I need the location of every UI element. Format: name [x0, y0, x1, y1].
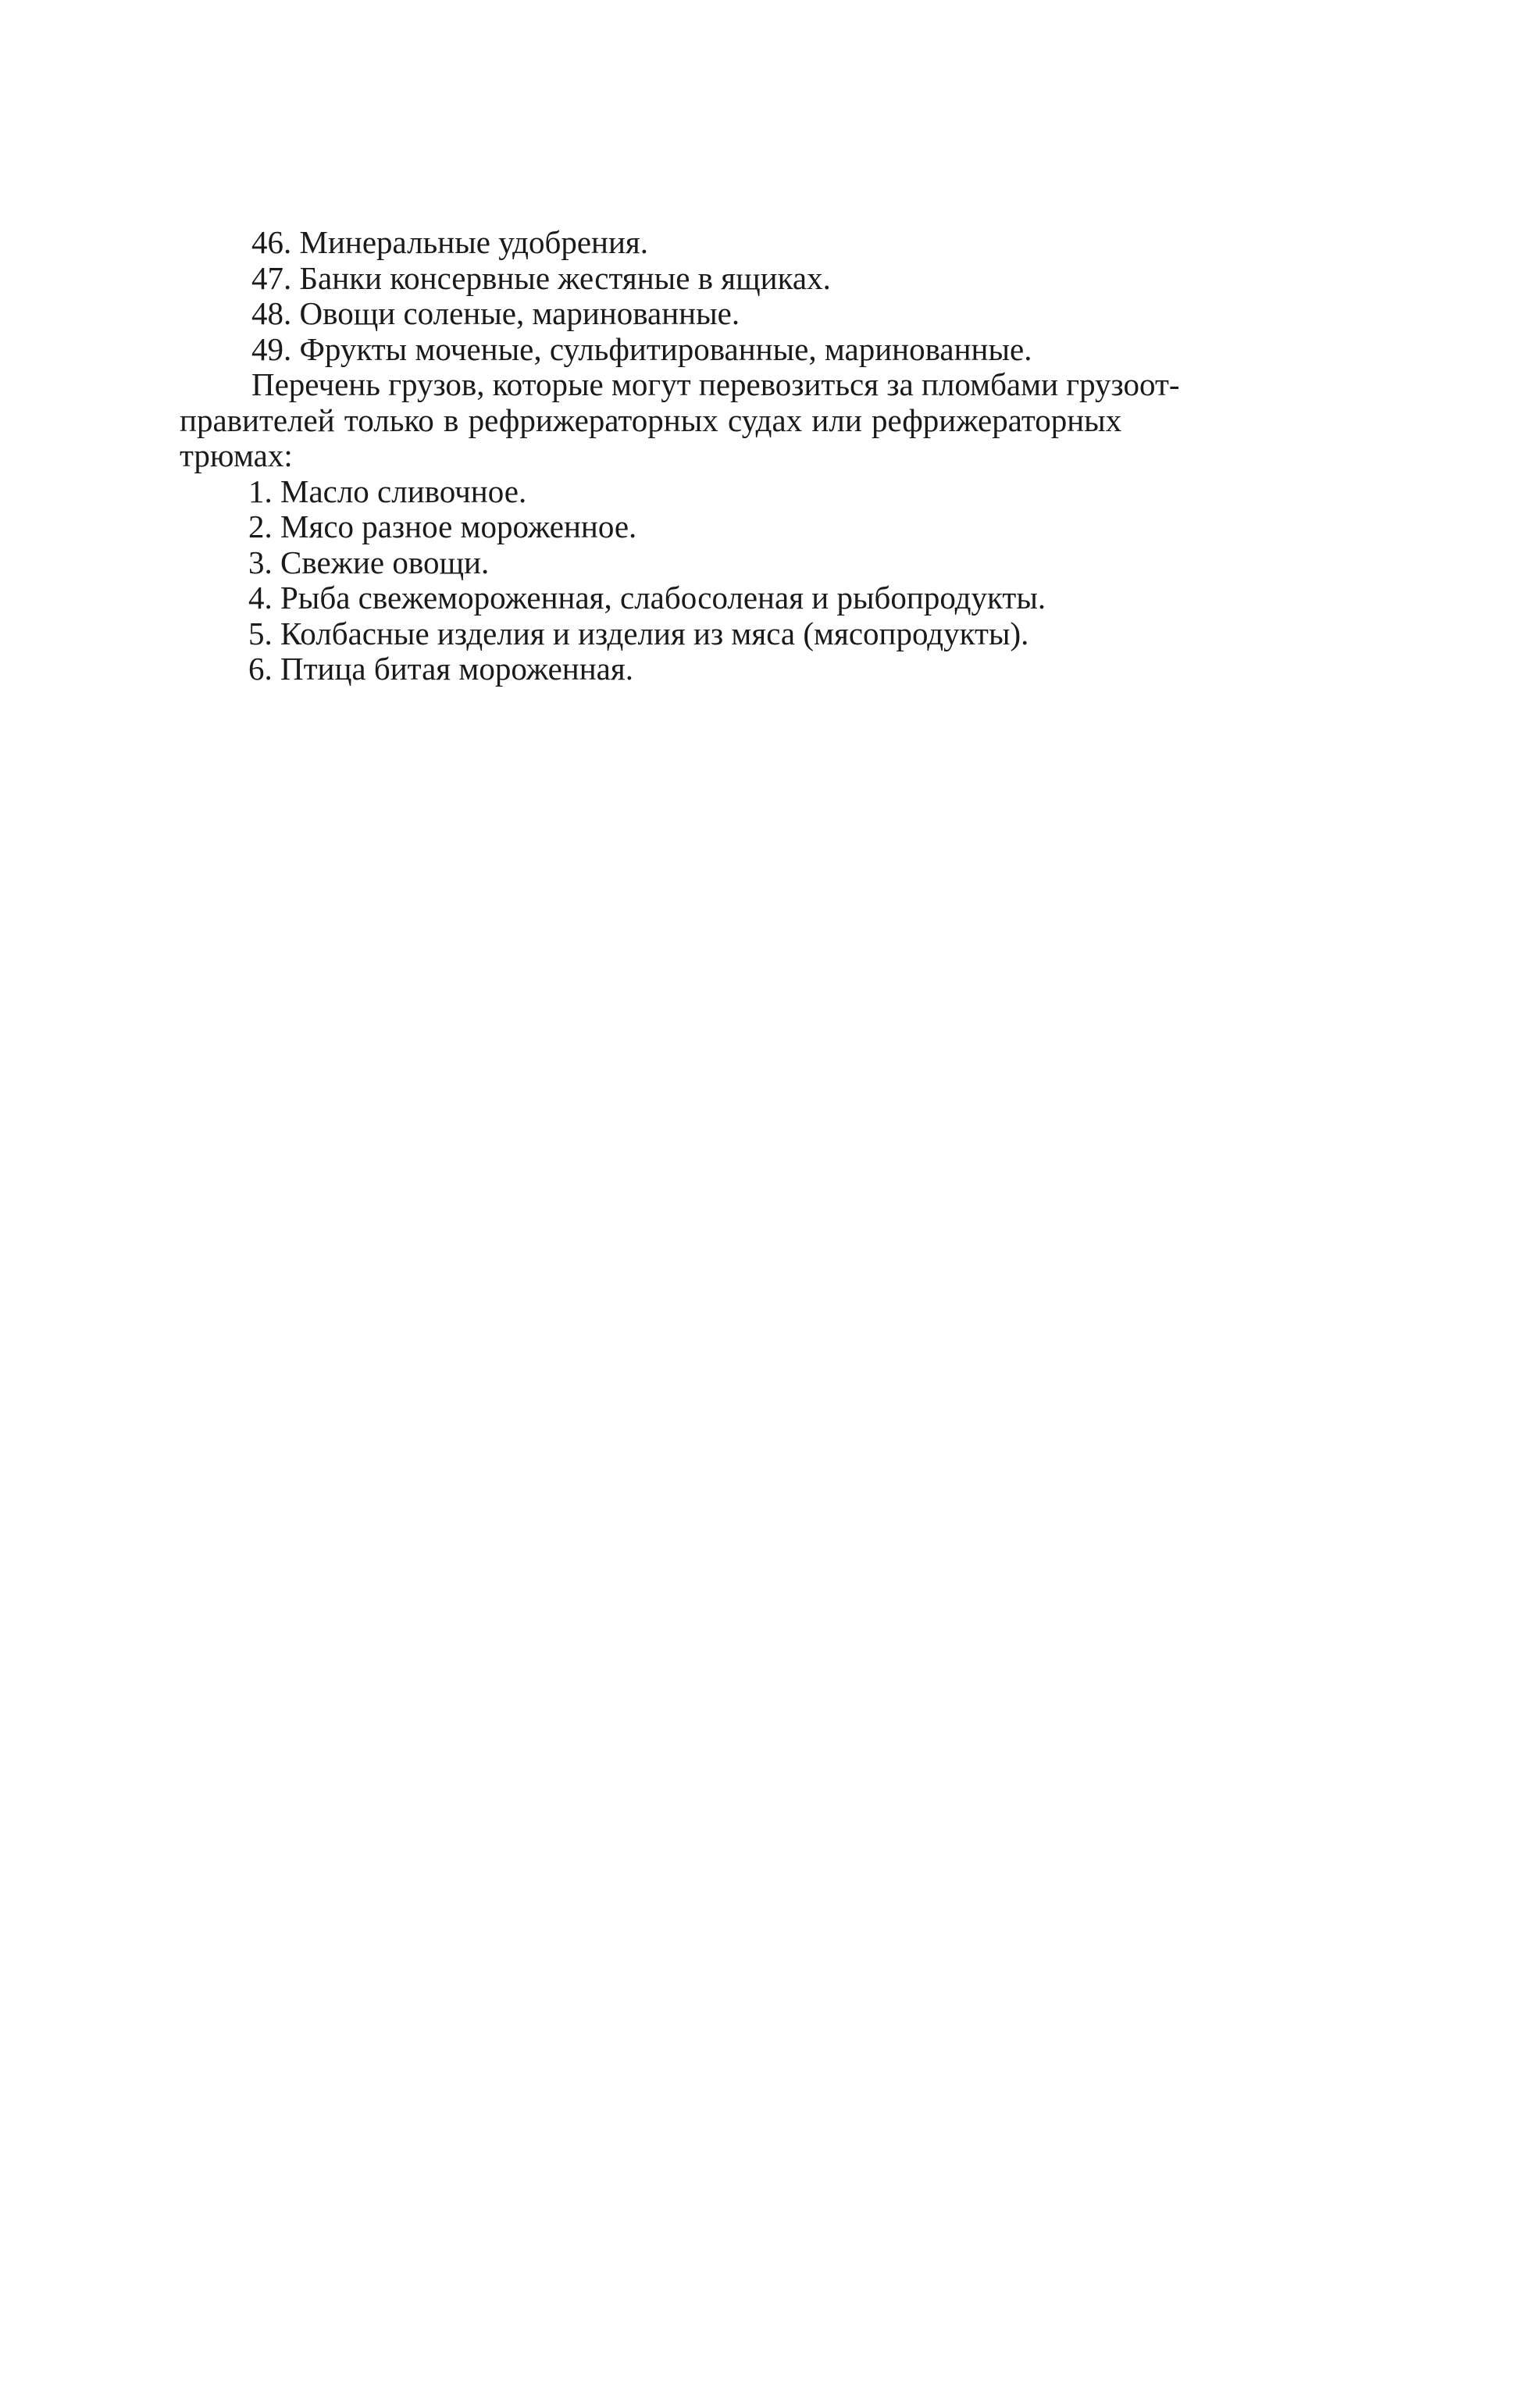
- list-item: 49. Фрукты моченые, сульфитированные, маринованные.: [251, 330, 1032, 367]
- refrigerated-cargo-list: [248, 474, 1372, 687]
- paragraph-line: правителей только в рефрижераторных судах или рефрижераторных: [180, 401, 1122, 438]
- list-item: 2. Мясо разное мороженное.: [248, 509, 637, 544]
- paragraph-line: трюмах:: [180, 437, 293, 473]
- list-item: 46. Минеральные удобрения.: [251, 224, 649, 260]
- list-item: 4. Рыба свежемороженная, слабосоленая и рыбопродукты.: [248, 580, 1046, 616]
- document-text: [180, 224, 1372, 687]
- list-item: 48. Овощи соленые, маринованные.: [251, 295, 740, 331]
- list-item: 5. Колбасные изделия и изделия из мяса (мясопродукты).: [248, 615, 1029, 651]
- intro-paragraph: [180, 367, 1372, 474]
- list-item: 47. Банки консервные жестяные в ящиках.: [251, 259, 831, 296]
- list-item: 1. Масло сливочное.: [248, 473, 527, 509]
- cargo-list-continued: [251, 225, 1372, 367]
- list-item: 3. Свежие овощи.: [248, 544, 490, 580]
- paragraph-line: Перечень грузов, которые могут перевозиться за пломбами грузоот-: [251, 366, 1180, 402]
- list-item: 6. Птица битая мороженная.: [248, 651, 633, 687]
